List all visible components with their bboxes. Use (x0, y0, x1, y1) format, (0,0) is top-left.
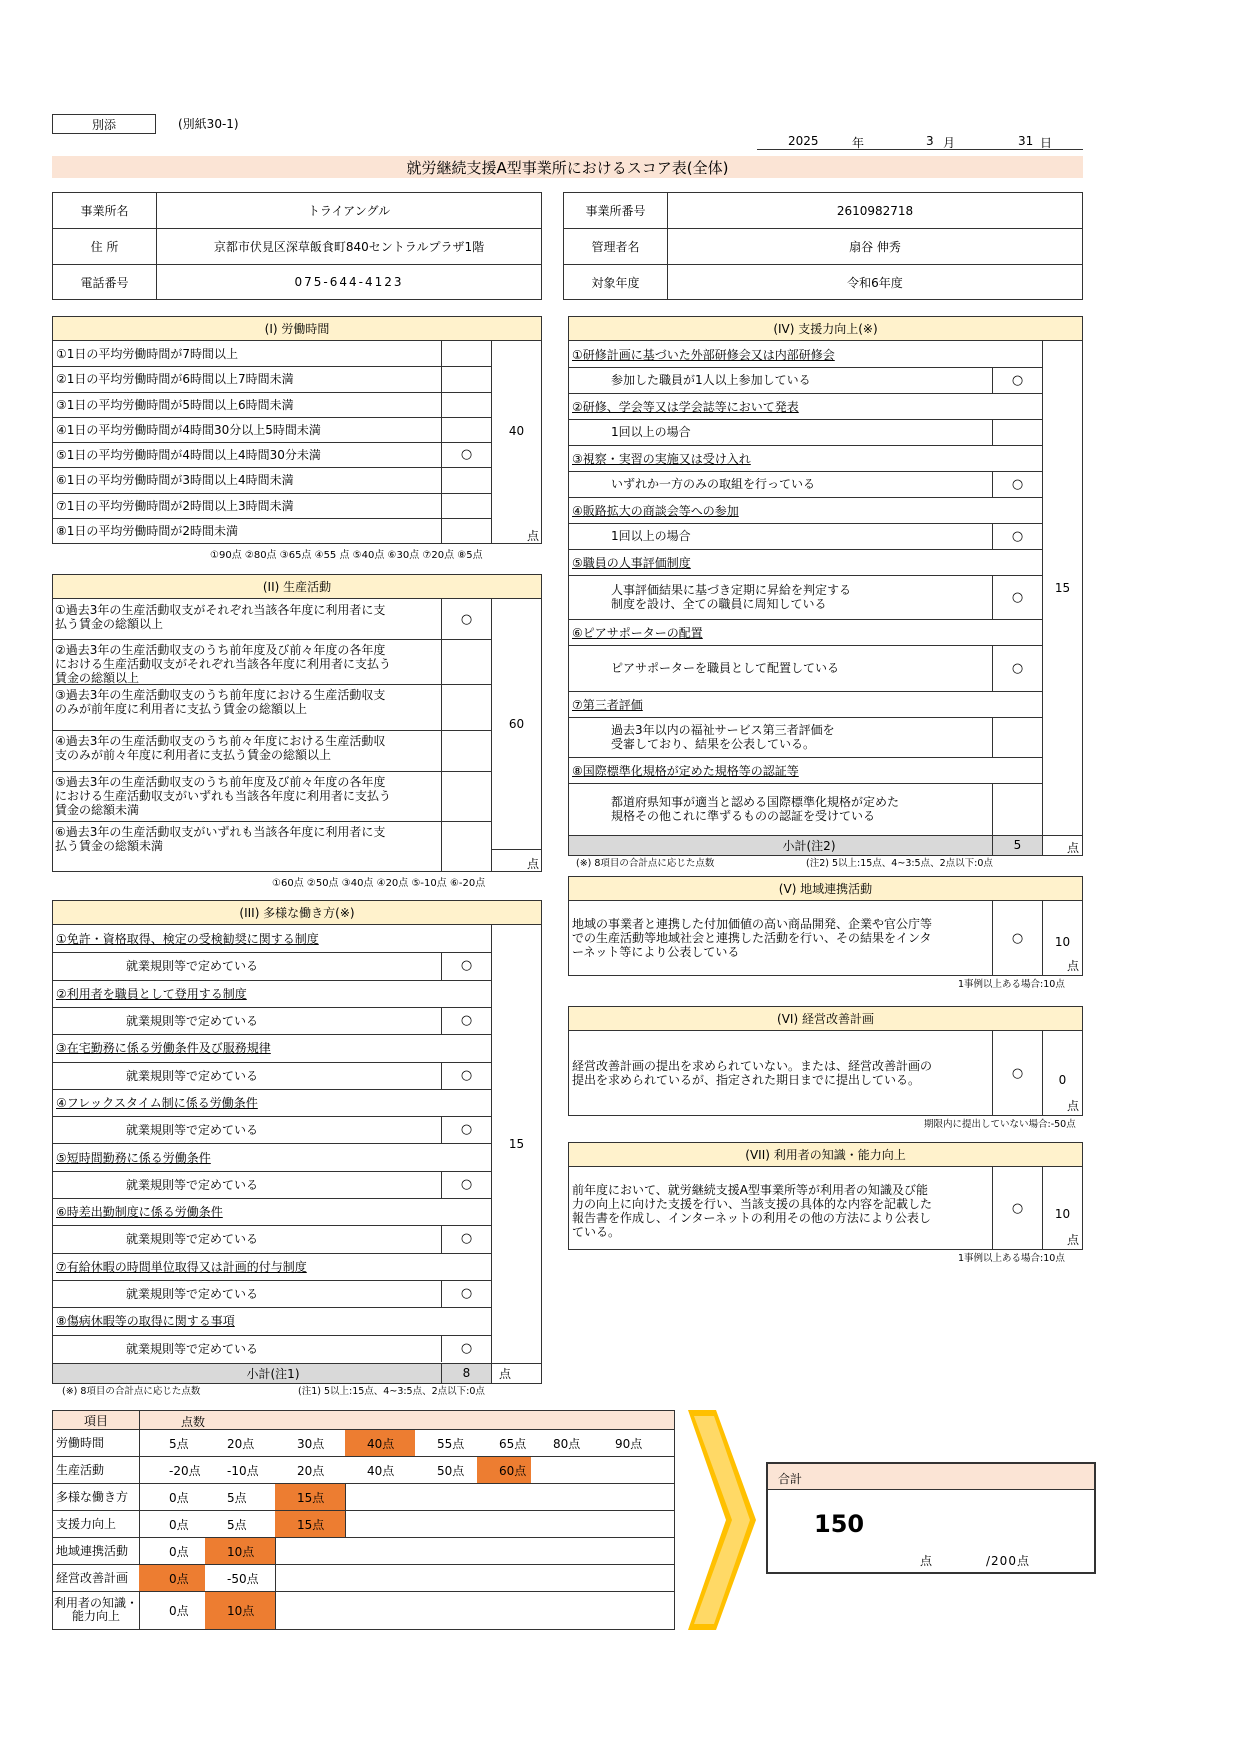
section4-item-heading: ⑦第三者評価 (572, 697, 643, 712)
section1-mark (442, 417, 491, 442)
manager-label: 管理者名 (591, 240, 640, 254)
section4-mark (993, 783, 1042, 835)
attachment-label: 別添 (52, 114, 156, 134)
office-name-value: トライアングル (307, 204, 391, 218)
section5-unit: 点 (1067, 959, 1080, 973)
section2-unit: 点 (527, 857, 540, 871)
section1-mark (442, 493, 491, 518)
section6-unit: 点 (1067, 1099, 1080, 1113)
section4-item-heading: ④販路拡大の商談会等への参加 (572, 503, 739, 518)
manager-value: 扇谷 伸秀 (849, 240, 901, 254)
section3-item-heading: ⑤短時間勤務に係る労働条件 (56, 1150, 211, 1165)
section3-item-heading: ⑦有給休暇の時間単位取得又は計画的付与制度 (56, 1259, 307, 1274)
section4-mark: ○ (1011, 589, 1024, 605)
page-title: 就労継続支援A型事業所におけるスコア表(全体) (52, 156, 1083, 178)
section4-item-heading: ③視察・実習の実施又は受け入れ (572, 451, 751, 466)
section6-mark: ○ (1011, 1065, 1024, 1081)
section4-item-sub: いずれか一方のみの取組を行っている (611, 477, 816, 491)
score-row-label: 利用者の知識・ 能力向上 (53, 1596, 138, 1623)
section4-item-heading: ①研修計画に基づいた外部研修会又は内部研修会 (572, 347, 835, 362)
row-divider (53, 771, 491, 772)
score-cell: 80点 (553, 1436, 581, 1451)
score-cell: 0点 (169, 1604, 189, 1618)
section7-mark: ○ (1011, 1200, 1024, 1216)
date-day: 31 (1018, 134, 1034, 148)
score-table-header-item: 項目 (83, 1413, 108, 1428)
score-cell: 60点 (477, 1457, 531, 1483)
section4-item-sub: 1回以上の場合 (611, 529, 691, 543)
office-name-label: 事業所名 (80, 204, 129, 218)
section4-subtotal-value: 5 (1013, 838, 1022, 852)
score-cell: -10点 (227, 1463, 259, 1478)
section1-title: (I) 労働時間 (53, 317, 541, 341)
section4-item-heading: ⑥ピアサポーターの配置 (572, 625, 703, 640)
phone-value: 075-644-4123 (294, 275, 404, 289)
section3-item-sub: 就業規則等で定めている (126, 1177, 259, 1192)
section5-score: 10 (1054, 935, 1071, 949)
section2-item: ④過去3年の生産活動収支のうち前々年度における生産活動収 支のみが前々年度に利用者に支払う賃金の総額以上 (55, 734, 386, 762)
score-cell: 0点 (139, 1565, 205, 1591)
info-left-table (52, 192, 542, 300)
section7-unit: 点 (1067, 1233, 1080, 1247)
section6-text: 経営改善計画の提出を求められていない。または、経営改善計画の 提出を求められているが、指定された期日までに提出している。 (572, 1059, 933, 1087)
section7-text: 前年度において、就労継続支援A型事業所等が利用者の知識及び能 力の向上に向けた支援を行い、当該支援の具体的な内容を記載した 報告書を作成し、インターネットの利用その他の方法により公表し ている。 (572, 1183, 933, 1239)
section3-mark: ○ (460, 1122, 473, 1138)
section2-mark (442, 771, 491, 821)
section4-mark (993, 717, 1042, 757)
section3-item-heading: ⑧傷病休暇等の取得に関する事項 (56, 1314, 235, 1329)
section4-title: (IV) 支援力向上(※) (569, 317, 1082, 341)
section3-item-sub: 就業規則等で定めている (126, 1341, 259, 1356)
section3-subtotal-value: 8 (462, 1366, 471, 1380)
row-divider (53, 684, 491, 685)
section1-mark (442, 392, 491, 417)
section1-item: ②1日の平均労働時間が6時間以上7時間未満 (56, 372, 294, 387)
section2-mark (442, 821, 491, 847)
target-year-label: 対象年度 (591, 275, 640, 290)
section3-item-sub: 就業規則等で定めている (126, 1014, 259, 1029)
section3-item-sub: 就業規則等で定めている (126, 959, 259, 974)
section2-mark: ○ (460, 611, 473, 627)
section3-item-heading: ⑥時差出勤制度に係る労働条件 (56, 1205, 223, 1220)
score-cell: 40点 (345, 1430, 415, 1456)
date-month-unit: 月 (943, 136, 956, 150)
score-cell: 15点 (275, 1511, 345, 1537)
score-row-label: 支援力向上 (56, 1517, 117, 1531)
score-cell: 5点 (227, 1490, 247, 1505)
arrow-right-icon (686, 1408, 758, 1632)
section5-text: 地域の事業者と連携した付加価値の高い商品開発、企業や官公庁等 での生産活動等地域社会と連携した活動を行い、その結果をインタ ーネット等により公表している (572, 917, 933, 959)
section7-title: (VII) 利用者の知識・能力向上 (569, 1143, 1082, 1167)
section2-item: ③過去3年の生産活動収支のうち前年度における生産活動収支 のみが前年度に利用者に支払う賃金の総額以上 (55, 688, 386, 716)
section4-item-sub: 過去3年以内の福祉サービス第三者評価を 受審しており、結果を公表している。 (611, 723, 835, 751)
section1-item: ⑤1日の平均労働時間が4時間以上4時間30分未満 (56, 448, 321, 463)
section3-mark: ○ (460, 1340, 473, 1356)
score-cell: -20点 (169, 1463, 201, 1478)
section4-item-sub: 人事評価結果に基づき定期に昇給を判定する 制度を設け、全ての職員に周知している (611, 583, 852, 611)
section4-score: 15 (1054, 581, 1071, 595)
section1-item: ④1日の平均労働時間が4時間30分以上5時間未満 (56, 422, 321, 437)
section4-note-right: (注2) 5以上:15点、4~3:5点、2点以下:0点 (806, 858, 993, 869)
score-cell: 0点 (169, 1517, 189, 1532)
section5-note: 1事例以上ある場合:10点 (958, 979, 1065, 990)
office-number-value: 2610982718 (836, 203, 914, 218)
section4-mark (993, 419, 1042, 445)
phone-label: 電話番号 (80, 275, 129, 290)
score-cell: 10点 (205, 1538, 275, 1564)
section1-item: ①1日の平均労働時間が7時間以上 (56, 347, 239, 362)
section4-item-sub: 1回以上の場合 (611, 425, 691, 439)
section-user-skills (568, 1142, 1083, 1250)
score-cell: 65点 (499, 1436, 527, 1451)
row-divider (492, 849, 541, 850)
section6-score: 0 (1058, 1073, 1067, 1087)
section2-note: ①60点 ②50点 ③40点 ④20点 ⑤-10点 ⑥-20点 (272, 878, 486, 889)
section2-item: ⑥過去3年の生産活動収支がいずれも当該各年度に利用者に支 払う賃金の総額未満 (55, 825, 386, 853)
target-year-value: 令和6年度 (847, 275, 903, 290)
score-cell: 20点 (297, 1463, 325, 1478)
section3-item-sub: 就業規則等で定めている (126, 1123, 259, 1138)
score-cell: 10点 (205, 1592, 275, 1629)
score-cell: 90点 (615, 1436, 643, 1451)
col-divider (275, 1591, 276, 1629)
address-label: 住 所 (90, 240, 119, 254)
score-cell: 5点 (169, 1436, 189, 1451)
score-cell: 5点 (227, 1517, 247, 1532)
section3-mark: ○ (460, 1013, 473, 1029)
date-year-unit: 年 (852, 136, 865, 150)
score-cell: 40点 (367, 1463, 395, 1478)
section3-title: (III) 多様な働き方(※) (53, 901, 541, 925)
col-divider (275, 1564, 276, 1591)
col-divider (345, 1510, 346, 1537)
total-label: 合計 (778, 1472, 803, 1486)
section1-item: ⑧1日の平均労働時間が2時間未満 (56, 523, 239, 538)
section1-note: ①90点 ②80点 ③65点 ④55 点 ⑤40点 ⑥30点 ⑦20点 ⑧5点 (210, 550, 483, 561)
col-divider (275, 1537, 276, 1564)
date-month: 3 (926, 134, 934, 148)
section1-mark (442, 341, 491, 366)
section3-item-heading: ③在宅勤務に係る労働条件及び服務規律 (56, 1041, 271, 1056)
section4-item-sub: ピアサポーターを職員として配置している (611, 661, 840, 675)
section1-unit: 点 (527, 529, 540, 543)
section-community (568, 876, 1083, 976)
score-cell: 0点 (169, 1544, 189, 1559)
section2-title: (II) 生産活動 (53, 575, 541, 599)
section4-mark: ○ (1011, 528, 1024, 544)
score-cell: 55点 (437, 1436, 465, 1451)
score-row-label: 地域連携活動 (56, 1544, 129, 1558)
section1-mark (442, 366, 491, 391)
section2-mark (442, 684, 491, 730)
section2-item: ①過去3年の生産活動収支がそれぞれ当該各年度に利用者に支 払う賃金の総額以上 (55, 603, 386, 631)
row-divider (53, 639, 491, 640)
section3-item-sub: 就業規則等で定めている (126, 1068, 259, 1083)
score-table-header-points: 点数 (181, 1415, 206, 1429)
total-box (766, 1462, 1096, 1574)
section3-item-heading: ①免許・資格取得、検定の受検勧奨に関する制度 (56, 932, 319, 947)
section3-note-right: (注1) 5以上:15点、4~3:5点、2点以下:0点 (298, 1386, 485, 1397)
section3-item-sub: 就業規則等で定めている (126, 1287, 259, 1302)
score-row-label: 多様な働き方 (56, 1490, 129, 1504)
section4-mark: ○ (1011, 372, 1024, 388)
section2-item: ⑤過去3年の生産活動収支のうち前年度及び前々年度の各年度 における生産活動収支がいずれも当該各年度に利用者に支払う 賃金の総額未満 (55, 775, 392, 817)
section4-unit: 点 (1067, 841, 1080, 855)
section1-item: ⑦1日の平均労働時間が2時間以上3時間未満 (56, 498, 294, 513)
section7-note: 1事例以上ある場合:10点 (958, 1253, 1065, 1264)
form-number: (別紙30-1) (178, 117, 239, 131)
section-production (52, 574, 542, 872)
score-cell: 15点 (275, 1484, 345, 1510)
section6-note: 期限内に提出していない場合:-50点 (924, 1119, 1076, 1130)
score-cell: 20点 (227, 1436, 255, 1451)
score-row-label: 経営改善計画 (56, 1571, 129, 1585)
row-divider (53, 821, 491, 822)
score-row-label: 生産活動 (56, 1463, 105, 1477)
address-value: 京都市伏見区深草飯食町840セントラルプラザ1階 (213, 240, 485, 254)
section4-item-sub: 参加した職員が1人以上参加している (611, 373, 811, 387)
score-cell: 30点 (297, 1436, 325, 1451)
section5-title: (V) 地域連携活動 (569, 877, 1082, 901)
section3-item-sub: 就業規則等で定めている (126, 1232, 259, 1247)
score-cell: 50点 (437, 1463, 465, 1478)
section1-mark: ○ (460, 447, 473, 463)
section2-mark (442, 730, 491, 771)
section3-mark: ○ (460, 1067, 473, 1083)
section1-mark (442, 467, 491, 492)
total-max: /200点 (986, 1554, 1030, 1568)
section4-mark: ○ (1011, 476, 1024, 492)
section3-mark: ○ (460, 1286, 473, 1302)
section4-mark: ○ (1011, 660, 1024, 676)
col-divider (345, 1483, 346, 1510)
section2-mark (442, 639, 491, 684)
date-day-unit: 日 (1040, 136, 1053, 150)
score-row-label: 労働時間 (56, 1436, 105, 1450)
section4-note-left: (※) 8項目の合計点に応じた点数 (576, 858, 715, 869)
section3-mark: ○ (460, 1176, 473, 1192)
score-cell: -50点 (227, 1571, 259, 1586)
section4-item-sub: 都道府県知事が適当と認める国際標準化規格が定めた 規格その他これに準ずるものの認証を受けている (611, 795, 900, 823)
section4-subtotal-label: 小計(注2) (782, 838, 836, 853)
section3-note-left: (※) 8項目の合計点に応じた点数 (62, 1386, 201, 1397)
score-table (52, 1410, 675, 1630)
section3-score: 15 (508, 1137, 525, 1151)
section7-score: 10 (1054, 1207, 1071, 1221)
section2-score: 60 (508, 717, 525, 731)
section3-item-heading: ④フレックスタイム制に係る労働条件 (56, 1095, 258, 1110)
section1-score: 40 (508, 424, 525, 438)
section2-item: ②過去3年の生産活動収支のうち前年度及び前々年度の各年度 における生産活動収支がそれぞれ当該各年度に利用者に支払う 賃金の総額以上 (55, 643, 392, 685)
section-labor-hours (52, 316, 542, 544)
section3-mark: ○ (460, 1231, 473, 1247)
section3-item-heading: ②利用者を職員として登用する制度 (56, 986, 247, 1001)
total-value: 150 (814, 1510, 865, 1538)
info-right-table (563, 192, 1083, 300)
row-divider (53, 730, 491, 731)
section4-item-heading: ⑧国際標準化規格が定めた規格等の認証等 (572, 763, 799, 778)
section3-mark: ○ (460, 958, 473, 974)
section3-subtotal-label: 小計(注1) (246, 1366, 300, 1381)
date-underline (757, 149, 1083, 150)
section-support-ability (568, 316, 1083, 856)
section4-item-heading: ⑤職員の人事評価制度 (572, 555, 691, 570)
total-unit: 点 (920, 1554, 933, 1568)
section5-mark: ○ (1011, 930, 1024, 946)
section3-unit: 点 (499, 1367, 512, 1381)
section6-title: (VI) 経営改善計画 (569, 1007, 1082, 1031)
section4-item-heading: ②研修、学会等又は学会誌等において発表 (572, 399, 799, 414)
score-cell: 0点 (169, 1490, 189, 1505)
section-management-plan (568, 1006, 1083, 1116)
date-year: 2025 (788, 134, 819, 148)
section1-mark (442, 518, 491, 543)
section-diverse-work (52, 900, 542, 1384)
office-number-label: 事業所番号 (585, 204, 646, 218)
section1-item: ⑥1日の平均労働時間が3時間以上4時間未満 (56, 473, 294, 488)
section1-item: ③1日の平均労働時間が5時間以上6時間未満 (56, 397, 294, 412)
